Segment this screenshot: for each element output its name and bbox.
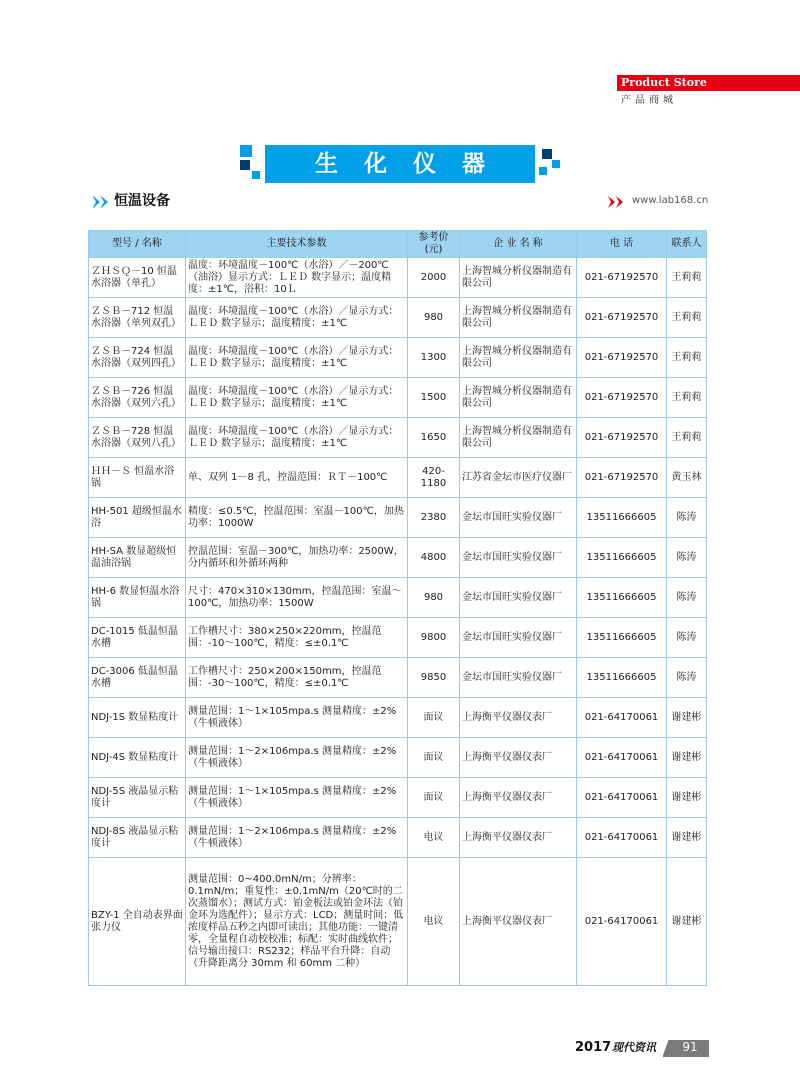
section-title: 恒温设备 <box>114 193 170 209</box>
table-cell: 021-67192570 <box>577 298 667 338</box>
table-cell: 上海智城分析仪器制造有限公司 <box>460 338 577 378</box>
table-row <box>89 418 707 458</box>
table-cell: 980 <box>408 578 460 618</box>
table-cell: 测量范围：1～1×105mpa.s 测量精度：±2%（牛顿液体） <box>186 698 408 738</box>
table-cell: 021-67192570 <box>577 338 667 378</box>
table-cell: 2000 <box>408 258 460 298</box>
table-row <box>89 378 707 418</box>
table-cell: HH-SA 数显超级恒温油浴锅 <box>89 538 186 578</box>
section-banner <box>240 145 560 183</box>
table-cell: 1650 <box>408 418 460 458</box>
table-cell: 1500 <box>408 378 460 418</box>
table-cell: 13511666605 <box>577 538 667 578</box>
table-cell: 021-64170061 <box>577 818 667 858</box>
section-header <box>92 192 709 212</box>
table-row <box>89 578 707 618</box>
table-cell: 13511666605 <box>577 578 667 618</box>
table-cell: 021-67192570 <box>577 458 667 498</box>
decor-square <box>252 171 260 179</box>
table-cell: BZY-1 全自动表界面张力仪 <box>89 858 186 986</box>
table-cell: 021-67192570 <box>577 418 667 458</box>
table-cell: 精度：≤0.5℃，控温范围：室温－100℃，加热功率：1000W <box>186 498 408 538</box>
table-cell: 上海衡平仪器仪表厂 <box>460 818 577 858</box>
decor-square <box>240 145 252 157</box>
column-header: 型号 / 名称 <box>89 231 186 258</box>
table-row <box>89 658 707 698</box>
table-cell: DC-3006 低温恒温水槽 <box>89 658 186 698</box>
table-cell: 上海智城分析仪器制造有限公司 <box>460 298 577 338</box>
table-header-row <box>89 231 707 258</box>
table-row <box>89 778 707 818</box>
table-cell: 电议 <box>408 858 460 986</box>
table-cell: ＺＳＢ－724 恒温水浴器（双列四孔） <box>89 338 186 378</box>
table-cell: 9850 <box>408 658 460 698</box>
table-cell: 金坛市国旺实验仪器厂 <box>460 658 577 698</box>
table-cell: 黄玉林 <box>667 458 707 498</box>
table-cell: 980 <box>408 298 460 338</box>
table-row <box>89 858 707 986</box>
page-number: 91 <box>682 1040 698 1054</box>
table-cell: 谢建彬 <box>667 698 707 738</box>
table-cell: 测量范围：1～1×105mpa.s 测量精度：±2%（牛顿液体） <box>186 778 408 818</box>
table-cell: 控温范围：室温－300℃，加热功率：2500W，分内循环和外循环两种 <box>186 538 408 578</box>
table-cell: NDJ-1S 数显粘度计 <box>89 698 186 738</box>
table-cell: 金坛市国旺实验仪器厂 <box>460 538 577 578</box>
table-row <box>89 818 707 858</box>
table-cell: 2380 <box>408 498 460 538</box>
table-cell: 面议 <box>408 738 460 778</box>
table-cell: NDJ-5S 液晶显示粘度计 <box>89 778 186 818</box>
table-cell: 王莉莉 <box>667 338 707 378</box>
table-cell: 江苏省金坛市医疗仪器厂 <box>460 458 577 498</box>
table-cell: 金坛市国旺实验仪器厂 <box>460 578 577 618</box>
table-cell: 陈涛 <box>667 618 707 658</box>
table-cell: 上海智城分析仪器制造有限公司 <box>460 418 577 458</box>
decor-square <box>552 160 560 168</box>
table-row <box>89 498 707 538</box>
table-cell: 温度：环境温度－100℃（水浴）／显示方式：ＬＥＤ 数字显示；温度精度：±1℃ <box>186 298 408 338</box>
website-link[interactable]: www.lab168.cn <box>632 195 709 206</box>
decor-square <box>542 149 552 159</box>
table-cell: ＺＨＳＱ－10 恒温水浴器（单孔） <box>89 258 186 298</box>
table-cell: 021-64170061 <box>577 778 667 818</box>
table-cell: 电议 <box>408 818 460 858</box>
table-row <box>89 698 707 738</box>
table-cell: 测量范围：0~400.0mN/m；分辨率：0.1mN/m；重复性：±0.1mN/m（20℃时的二次蒸馏水）；测试方式：铂金板法或铂金环法（铂金环为选配件）；显示方式：LCD；测量时间：低浓度样品五秒之内即可读出；其他功能：一键清零，全量程自动校校准；标配：实时曲线软件；信号输出接口：RS232；样品平台升降：自动（升降距离分 30mm 和 60mm 二种） <box>186 858 408 986</box>
table-row <box>89 618 707 658</box>
table-cell: 1300 <box>408 338 460 378</box>
table-cell: 上海衡平仪器仪表厂 <box>460 738 577 778</box>
table-cell: 021-64170061 <box>577 698 667 738</box>
decor-square <box>539 167 547 175</box>
table-cell: 温度：环境温度－100℃（水浴）／显示方式：ＬＥＤ 数字显示；温度精度：±1℃ <box>186 418 408 458</box>
table-cell: NDJ-4S 数显粘度计 <box>89 738 186 778</box>
table-row <box>89 298 707 338</box>
table-cell: 金坛市国旺实验仪器厂 <box>460 618 577 658</box>
product-store-label-cn: 产品商城 <box>621 95 677 106</box>
table-cell: 王莉莉 <box>667 298 707 338</box>
table-cell: 021-67192570 <box>577 258 667 298</box>
table-row <box>89 258 707 298</box>
table-cell: HH-6 数显恒温水浴锅 <box>89 578 186 618</box>
table-cell: 面议 <box>408 698 460 738</box>
table-cell: 420-1180 <box>408 458 460 498</box>
double-arrow-icon <box>608 196 630 208</box>
table-cell: 上海智城分析仪器制造有限公司 <box>460 378 577 418</box>
table-cell: 王莉莉 <box>667 258 707 298</box>
table-cell: 工作槽尺寸：250×200×150mm，控温范围：-30～100℃，精度：≤±0.1℃ <box>186 658 408 698</box>
table-cell: NDJ-8S 液晶显示粘度计 <box>89 818 186 858</box>
table-cell: ＺＳＢ－726 恒温水浴器（双列六孔） <box>89 378 186 418</box>
table-cell: 谢建彬 <box>667 858 707 986</box>
table-row <box>89 338 707 378</box>
column-header: 电 话 <box>577 231 667 258</box>
table-cell: 13511666605 <box>577 618 667 658</box>
table-cell: 单、双列 1－8 孔，控温范围：ＲＴ－100℃ <box>186 458 408 498</box>
table-cell: 王莉莉 <box>667 418 707 458</box>
table-cell: 温度：环境温度－100℃（水浴）／－200℃（油浴）显示方式：ＬＥＤ 数字显示；温度精度：±1℃，浴积：10Ｌ <box>186 258 408 298</box>
table-cell: 谢建彬 <box>667 818 707 858</box>
table-cell: 工作槽尺寸：380×250×220mm，控温范围：-10～100℃，精度：≤±0.1℃ <box>186 618 408 658</box>
table-cell: 谢建彬 <box>667 778 707 818</box>
footer-year: 2017 <box>575 1040 612 1055</box>
table-cell: 上海衡平仪器仪表厂 <box>460 858 577 986</box>
product-table <box>88 230 707 986</box>
table-cell: 陈涛 <box>667 658 707 698</box>
column-header: 企 业 名 称 <box>460 231 577 258</box>
table-cell: 13511666605 <box>577 498 667 538</box>
table-cell: 温度：环境温度－100℃（水浴）／显示方式：ＬＥＤ 数字显示；温度精度：±1℃ <box>186 338 408 378</box>
table-cell: 上海智城分析仪器制造有限公司 <box>460 258 577 298</box>
table-cell: 021-64170061 <box>577 858 667 986</box>
table-cell: 上海衡平仪器仪表厂 <box>460 778 577 818</box>
column-header: 参考价(元) <box>408 231 460 258</box>
column-header: 主要技术参数 <box>186 231 408 258</box>
table-row <box>89 458 707 498</box>
table-cell: 尺寸：470×310×130mm，控温范围：室温～100℃，加热功率：1500W <box>186 578 408 618</box>
table-cell: 温度：环境温度－100℃（水浴）／显示方式：ＬＥＤ 数字显示；温度精度：±1℃ <box>186 378 408 418</box>
table-cell: 9800 <box>408 618 460 658</box>
table-cell: ＨＨ－Ｓ 恒温水浴锅 <box>89 458 186 498</box>
product-store-label: Product Store <box>621 76 707 89</box>
table-cell: 谢建彬 <box>667 738 707 778</box>
table-cell: 021-64170061 <box>577 738 667 778</box>
table-cell: 陈涛 <box>667 498 707 538</box>
decor-square <box>240 160 250 170</box>
table-cell: 测量范围：1～2×106mpa.s 测量精度：±2%（牛顿液体） <box>186 818 408 858</box>
table-cell: 4800 <box>408 538 460 578</box>
table-row <box>89 738 707 778</box>
table-cell: 上海衡平仪器仪表厂 <box>460 698 577 738</box>
column-header: 联系人 <box>667 231 707 258</box>
table-cell: 王莉莉 <box>667 378 707 418</box>
table-cell: HH-501 超级恒温水浴 <box>89 498 186 538</box>
table-cell: 面议 <box>408 778 460 818</box>
table-cell: 陈涛 <box>667 538 707 578</box>
table-cell: DC-1015 低温恒温水槽 <box>89 618 186 658</box>
footer-divider <box>663 1055 709 1057</box>
table-row <box>89 538 707 578</box>
table-cell: 陈涛 <box>667 578 707 618</box>
table-cell: 金坛市国旺实验仪器厂 <box>460 498 577 538</box>
table-cell: 13511666605 <box>577 658 667 698</box>
table-cell: 021-67192570 <box>577 378 667 418</box>
table-cell: ＺＳＢ－728 恒温水浴器（双列八孔） <box>89 418 186 458</box>
table-cell: 测量范围：1～2×106mpa.s 测量精度：±2%（牛顿液体） <box>186 738 408 778</box>
page-title: 生化仪器 <box>315 151 511 177</box>
footer-magazine: 现代资讯 <box>612 1041 656 1054</box>
table-cell: ＺＳＢ－712 恒温水浴器（单列双孔） <box>89 298 186 338</box>
